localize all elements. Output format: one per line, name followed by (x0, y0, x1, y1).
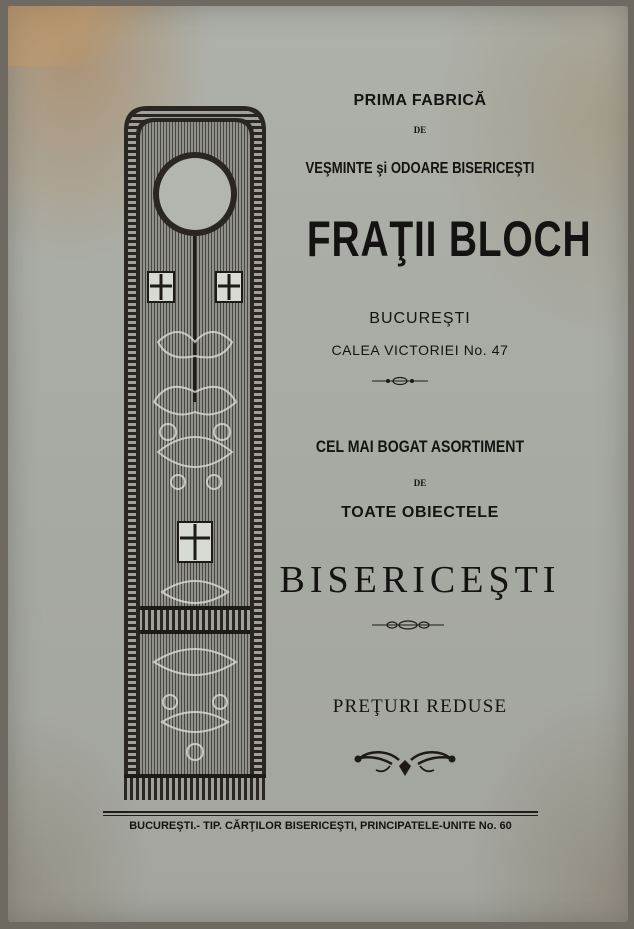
ornament-divider-icon (370, 618, 446, 632)
church-items-heading: BISERICEŞTI (279, 559, 561, 601)
printer-imprint: BUCUREŞTI.- TIP. CĂRŢILOR BISERICEŞTI, PRINCIPATELE-UNITE No. 60 (129, 820, 512, 832)
scroll-ornament-icon (350, 746, 460, 780)
footer-rule-thin (103, 815, 538, 816)
assortment-heading: CEL MAI BOGAT ASORTIMENT (315, 437, 525, 456)
connector-de: DE (413, 125, 427, 135)
firm-title: FRAŢII BLOCH (306, 211, 592, 267)
heading-vestments: VEŞMINTE şi ODOARE BISERICEŞTI (305, 160, 535, 177)
ornament-divider-icon (370, 375, 430, 387)
reduced-prices-label: PREŢURI REDUSE (332, 696, 508, 717)
all-objects-heading: TOATE OBIECTELE (341, 504, 499, 521)
street-address: CALEA VICTORIEI No. 47 (331, 342, 509, 358)
connector-de-2: DE (413, 478, 427, 488)
heading-first-factory: PRIMA FABRICĂ (353, 92, 487, 109)
book-cover (8, 6, 628, 922)
footer-rule (103, 811, 538, 813)
paper-stain (8, 6, 158, 66)
city-name: BUCUREŞTI (369, 310, 471, 327)
stole-engraving (118, 102, 272, 800)
stole-illustration (118, 102, 272, 800)
